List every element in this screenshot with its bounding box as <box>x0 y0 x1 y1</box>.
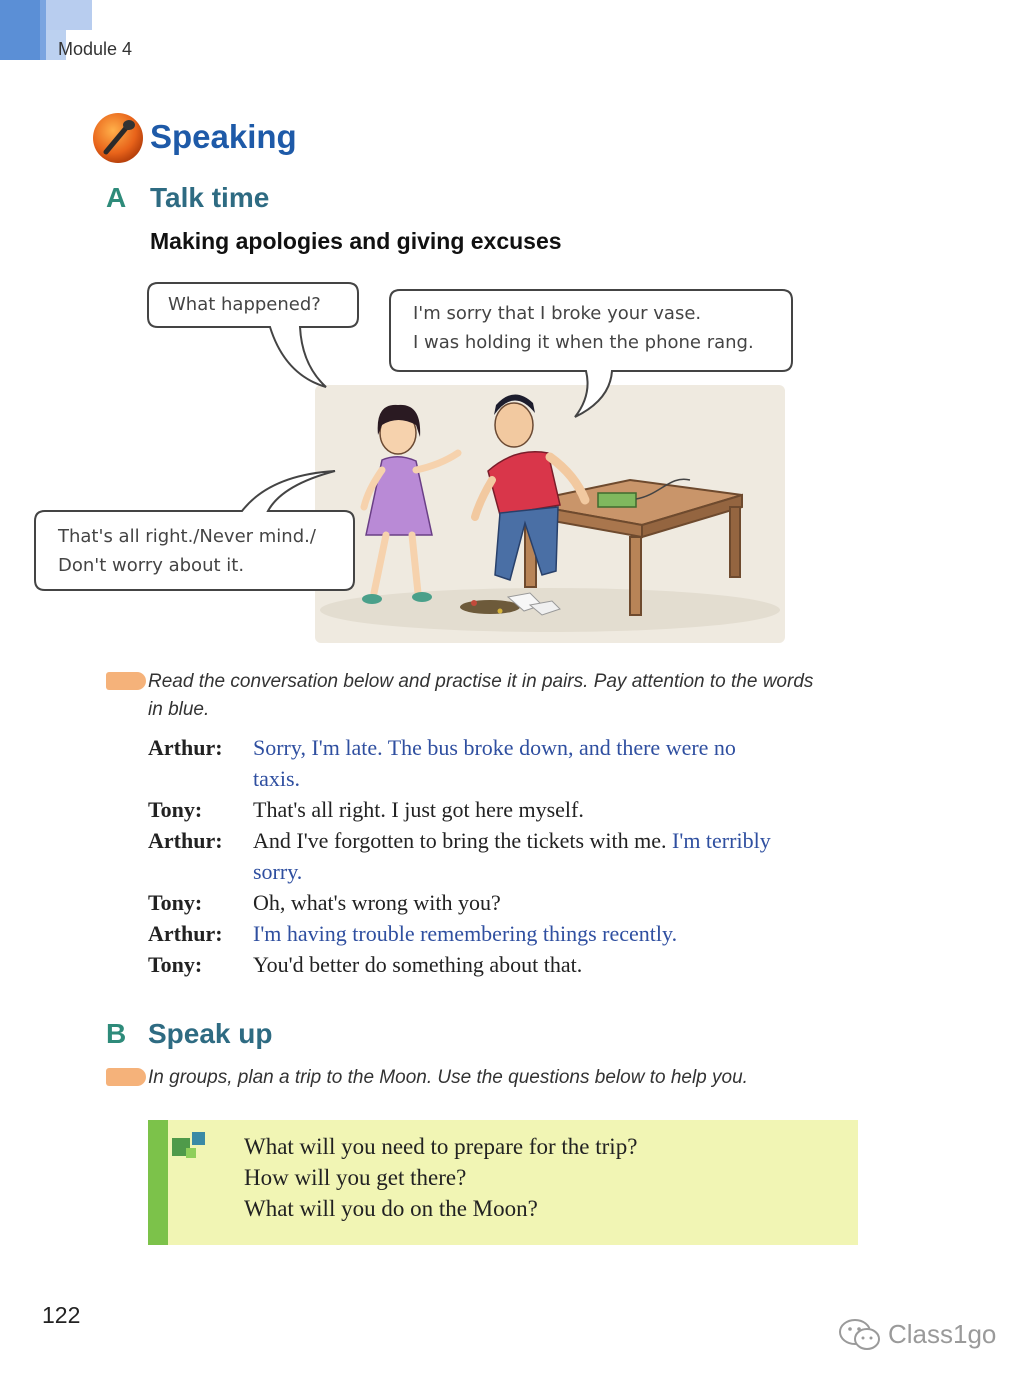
speech-plain: And I've forgotten to bring the tickets with me. <box>253 828 673 853</box>
speaker: Arthur: <box>148 735 223 760</box>
speech-text: taxis. <box>253 766 301 791</box>
speech-text: I'm having trouble remembering things recently. <box>253 921 678 946</box>
instruction-a-line-2: in blue. <box>148 699 210 720</box>
subheading: Making apologies and giving excuses <box>150 228 562 254</box>
section-heading-speaking: Speaking <box>150 118 297 155</box>
speaker: Tony: <box>148 890 203 915</box>
section-a-letter: A <box>106 182 127 213</box>
question-box <box>148 1120 858 1245</box>
question-box-bar <box>148 1120 168 1245</box>
section-b-letter: B <box>106 1018 127 1049</box>
speaker: Tony: <box>148 797 203 822</box>
speech-text: sorry. <box>253 859 303 884</box>
wechat-icon <box>838 1318 882 1352</box>
bubble-text-reply-2: Don't worry about it. <box>58 555 245 576</box>
speech-text: That's all right. I just got here myself. <box>253 797 584 822</box>
speaker: Arthur: <box>148 828 223 853</box>
instruction-b: In groups, plan a trip to the Moon. Use the questions below to help you. <box>148 1067 748 1088</box>
bubble-text-question: What happened? <box>168 294 321 315</box>
speech-highlight: I'm terribly <box>672 828 771 853</box>
speaker: Tony: <box>148 952 203 977</box>
module-label: Module 4 <box>58 39 133 59</box>
speech-text: Oh, what's wrong with you? <box>253 890 501 915</box>
microphone-icon <box>92 112 144 164</box>
section-a-title: Talk time <box>150 182 270 213</box>
instruction-marker <box>106 672 146 690</box>
bubble-text-apology-2: I was holding it when the phone rang. <box>413 332 754 353</box>
watermark-text: Class1go <box>888 1319 997 1349</box>
speech-text <box>253 828 771 854</box>
bubble-text-reply-1: That's all right./Never mind./ <box>58 526 316 547</box>
question-item: What will you do on the Moon? <box>244 1196 538 1221</box>
section-b-title: Speak up <box>148 1018 273 1049</box>
question-item: How will you get there? <box>244 1165 467 1190</box>
speech-text: Sorry, I'm late. The bus broke down, and there were no <box>253 735 736 760</box>
square-decoration <box>192 1132 205 1145</box>
question-item: What will you need to prepare for the trip? <box>244 1134 638 1159</box>
instruction-marker <box>106 1068 146 1086</box>
speech-text: You'd better do something about that. <box>253 952 583 977</box>
instruction-a-line-1: Read the conversation below and practise it in pairs. Pay attention to the words <box>148 671 814 692</box>
square-decoration <box>186 1148 196 1158</box>
page-number: 122 <box>42 1302 81 1328</box>
bubble-text-apology-1: I'm sorry that I broke your vase. <box>413 303 702 324</box>
phone <box>598 493 636 507</box>
speaker: Arthur: <box>148 921 223 946</box>
